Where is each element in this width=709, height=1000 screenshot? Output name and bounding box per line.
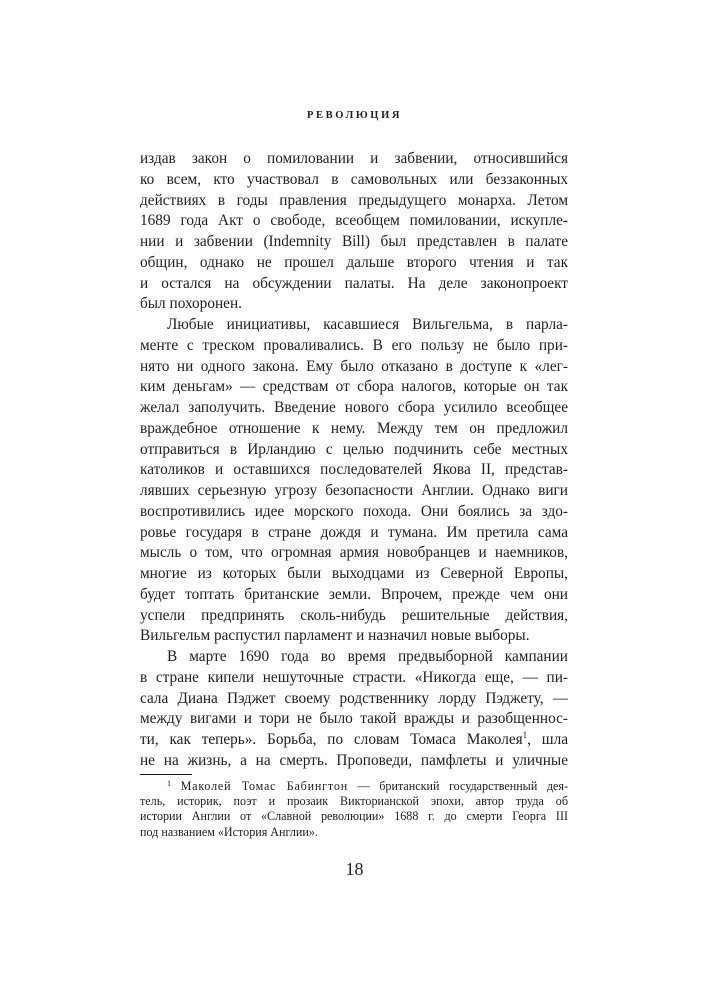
body-line: Вильгельм распустил парламент и назначил новые выборы. bbox=[140, 627, 530, 645]
body-line: 1689 года Акт о свободе, всеобщем помиловании, искупле- bbox=[140, 212, 568, 230]
body-line: католиков и оставшихся последователей Якова II, представ- bbox=[140, 461, 568, 479]
body-line: между вигами и тори не было такой вражды и разобщеннос- bbox=[140, 710, 568, 728]
body-line: ровье государя в стране дождя и тумана. Им претила сама bbox=[140, 523, 568, 541]
body-line: нии и забвении (Indemnity Bill) был представлен в палате bbox=[140, 233, 568, 250]
body-line: ким деньгам» — средствам от сбора налогов, которые он так bbox=[140, 378, 568, 396]
footnote-separator bbox=[140, 774, 192, 775]
body-line: отправиться в Ирландию с целью подчинить себе местных bbox=[140, 440, 568, 458]
paragraph-first-line: Любые инициативы, касавшиеся Вильгельма, в парла- bbox=[167, 316, 568, 333]
body-line-segment: , шла bbox=[527, 731, 568, 748]
body-line: в стране кипели нешуточные страсти. «Никогда еще, — пи- bbox=[140, 668, 568, 686]
body-line: ко всем, кто участвовал в самовольных или беззаконных bbox=[140, 170, 568, 188]
body-line: не на жизнь, а на смерть. Проповеди, памфлеты и уличные bbox=[140, 751, 568, 769]
body-line: общин, однако не прошел дальше второго чтения и так bbox=[140, 253, 568, 271]
body-line: воспротивились идее морского похода. Они боялись за здо- bbox=[140, 502, 568, 520]
footnote-line: истории Англии от «Славной революции» 1688 г. до смерти Георга III bbox=[140, 809, 568, 824]
body-line: был похоронен. bbox=[140, 295, 242, 313]
body-line: нято ни одного закона. Ему было отказано в доступе к «лег- bbox=[140, 357, 568, 375]
body-line: сала Диана Пэджет своему родственнику лорду Пэджету, — bbox=[140, 689, 568, 707]
body-line-segment: ти, как теперь». Борьба, по словам Томаса Маколея bbox=[140, 731, 523, 748]
page-number: 18 bbox=[345, 859, 364, 879]
body-line: лявших серьезную угрозу безопасности Англии. Однако виги bbox=[140, 482, 568, 499]
body-line: издав закон о помиловании и забвении, относившийся bbox=[140, 150, 568, 167]
body-line: действиях в годы правления предыдущего монарха. Летом bbox=[140, 191, 568, 209]
footnote-marker: 1 bbox=[167, 779, 171, 788]
footnote-author: Маколей Томас Бабингтон bbox=[180, 779, 348, 793]
footnote-reference: 1 bbox=[522, 730, 528, 740]
body-line: мысль о том, что огромная армия новобранцев и наемников, bbox=[140, 544, 568, 562]
body-line: успели предпринять сколь-нибудь решительные действия, bbox=[140, 606, 568, 624]
footnote-line: под названием «История Англии». bbox=[140, 824, 318, 839]
running-head: РЕВОЛЮЦИЯ bbox=[306, 110, 403, 121]
footnote-line bbox=[140, 779, 568, 794]
footnote bbox=[140, 779, 568, 840]
body-text bbox=[140, 149, 568, 772]
body-line-with-footnote-ref bbox=[140, 730, 568, 751]
body-line: и остался на обсуждении палаты. На деле законопроект bbox=[140, 274, 568, 292]
paragraph-first-line: В марте 1690 года во время предвыборной кампании bbox=[167, 648, 568, 665]
body-line: менте с треском проваливались. В его пользу не было при- bbox=[140, 336, 568, 354]
body-line: многие из которых были выходцами из Северной Европы, bbox=[140, 565, 568, 582]
body-line: будет топтать британские земли. Впрочем, прежде чем они bbox=[140, 585, 568, 603]
footnote-line: тель, историк, поэт и прозаик Викторианской эпохи, автор труда об bbox=[140, 794, 568, 809]
footnote-line-segment: — британский государственный дея- bbox=[347, 779, 568, 793]
body-line: желал заполучить. Введение нового сбора усилило всеобщее bbox=[140, 399, 568, 416]
body-line: враждебное отношение к нему. Между тем он предложил bbox=[140, 419, 568, 437]
